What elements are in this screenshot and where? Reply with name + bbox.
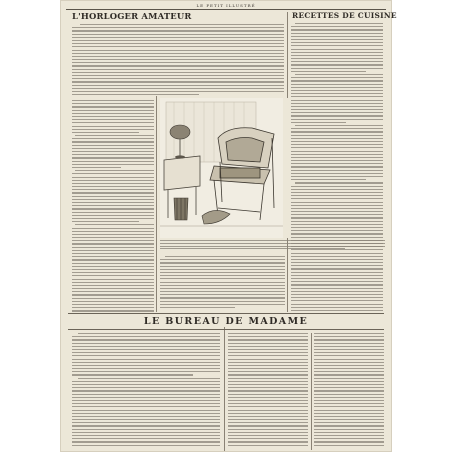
column-divider-bottom-right: [311, 333, 312, 450]
newspaper-page: [60, 0, 397, 452]
article-recettes: [291, 23, 383, 312]
article-bureau-col3: [314, 333, 384, 450]
column-divider-bottom: [224, 327, 225, 451]
article-bureau-col1: [72, 333, 220, 450]
left-headline: L'HORLOGER AMATEUR: [72, 11, 192, 21]
article-horloger-continued: [160, 256, 285, 312]
article-horloger-intro: [72, 24, 284, 98]
head-rule: [66, 9, 386, 10]
running-head: LE PETIT ILLUSTRÉ: [196, 3, 256, 8]
section-rule-bottom: [68, 329, 384, 330]
article-horloger-body: [72, 100, 154, 312]
illustration-caption: [160, 240, 385, 251]
article-bureau-col2: [228, 333, 308, 450]
furniture-illustration: [160, 98, 283, 238]
column-divider-top: [287, 12, 288, 98]
right-headline: RECETTES DE CUISINE: [292, 11, 397, 20]
column-divider-left: [156, 96, 157, 312]
bottom-headline: LE BUREAU DE MADAME: [143, 316, 309, 327]
section-rule-top: [68, 313, 384, 314]
